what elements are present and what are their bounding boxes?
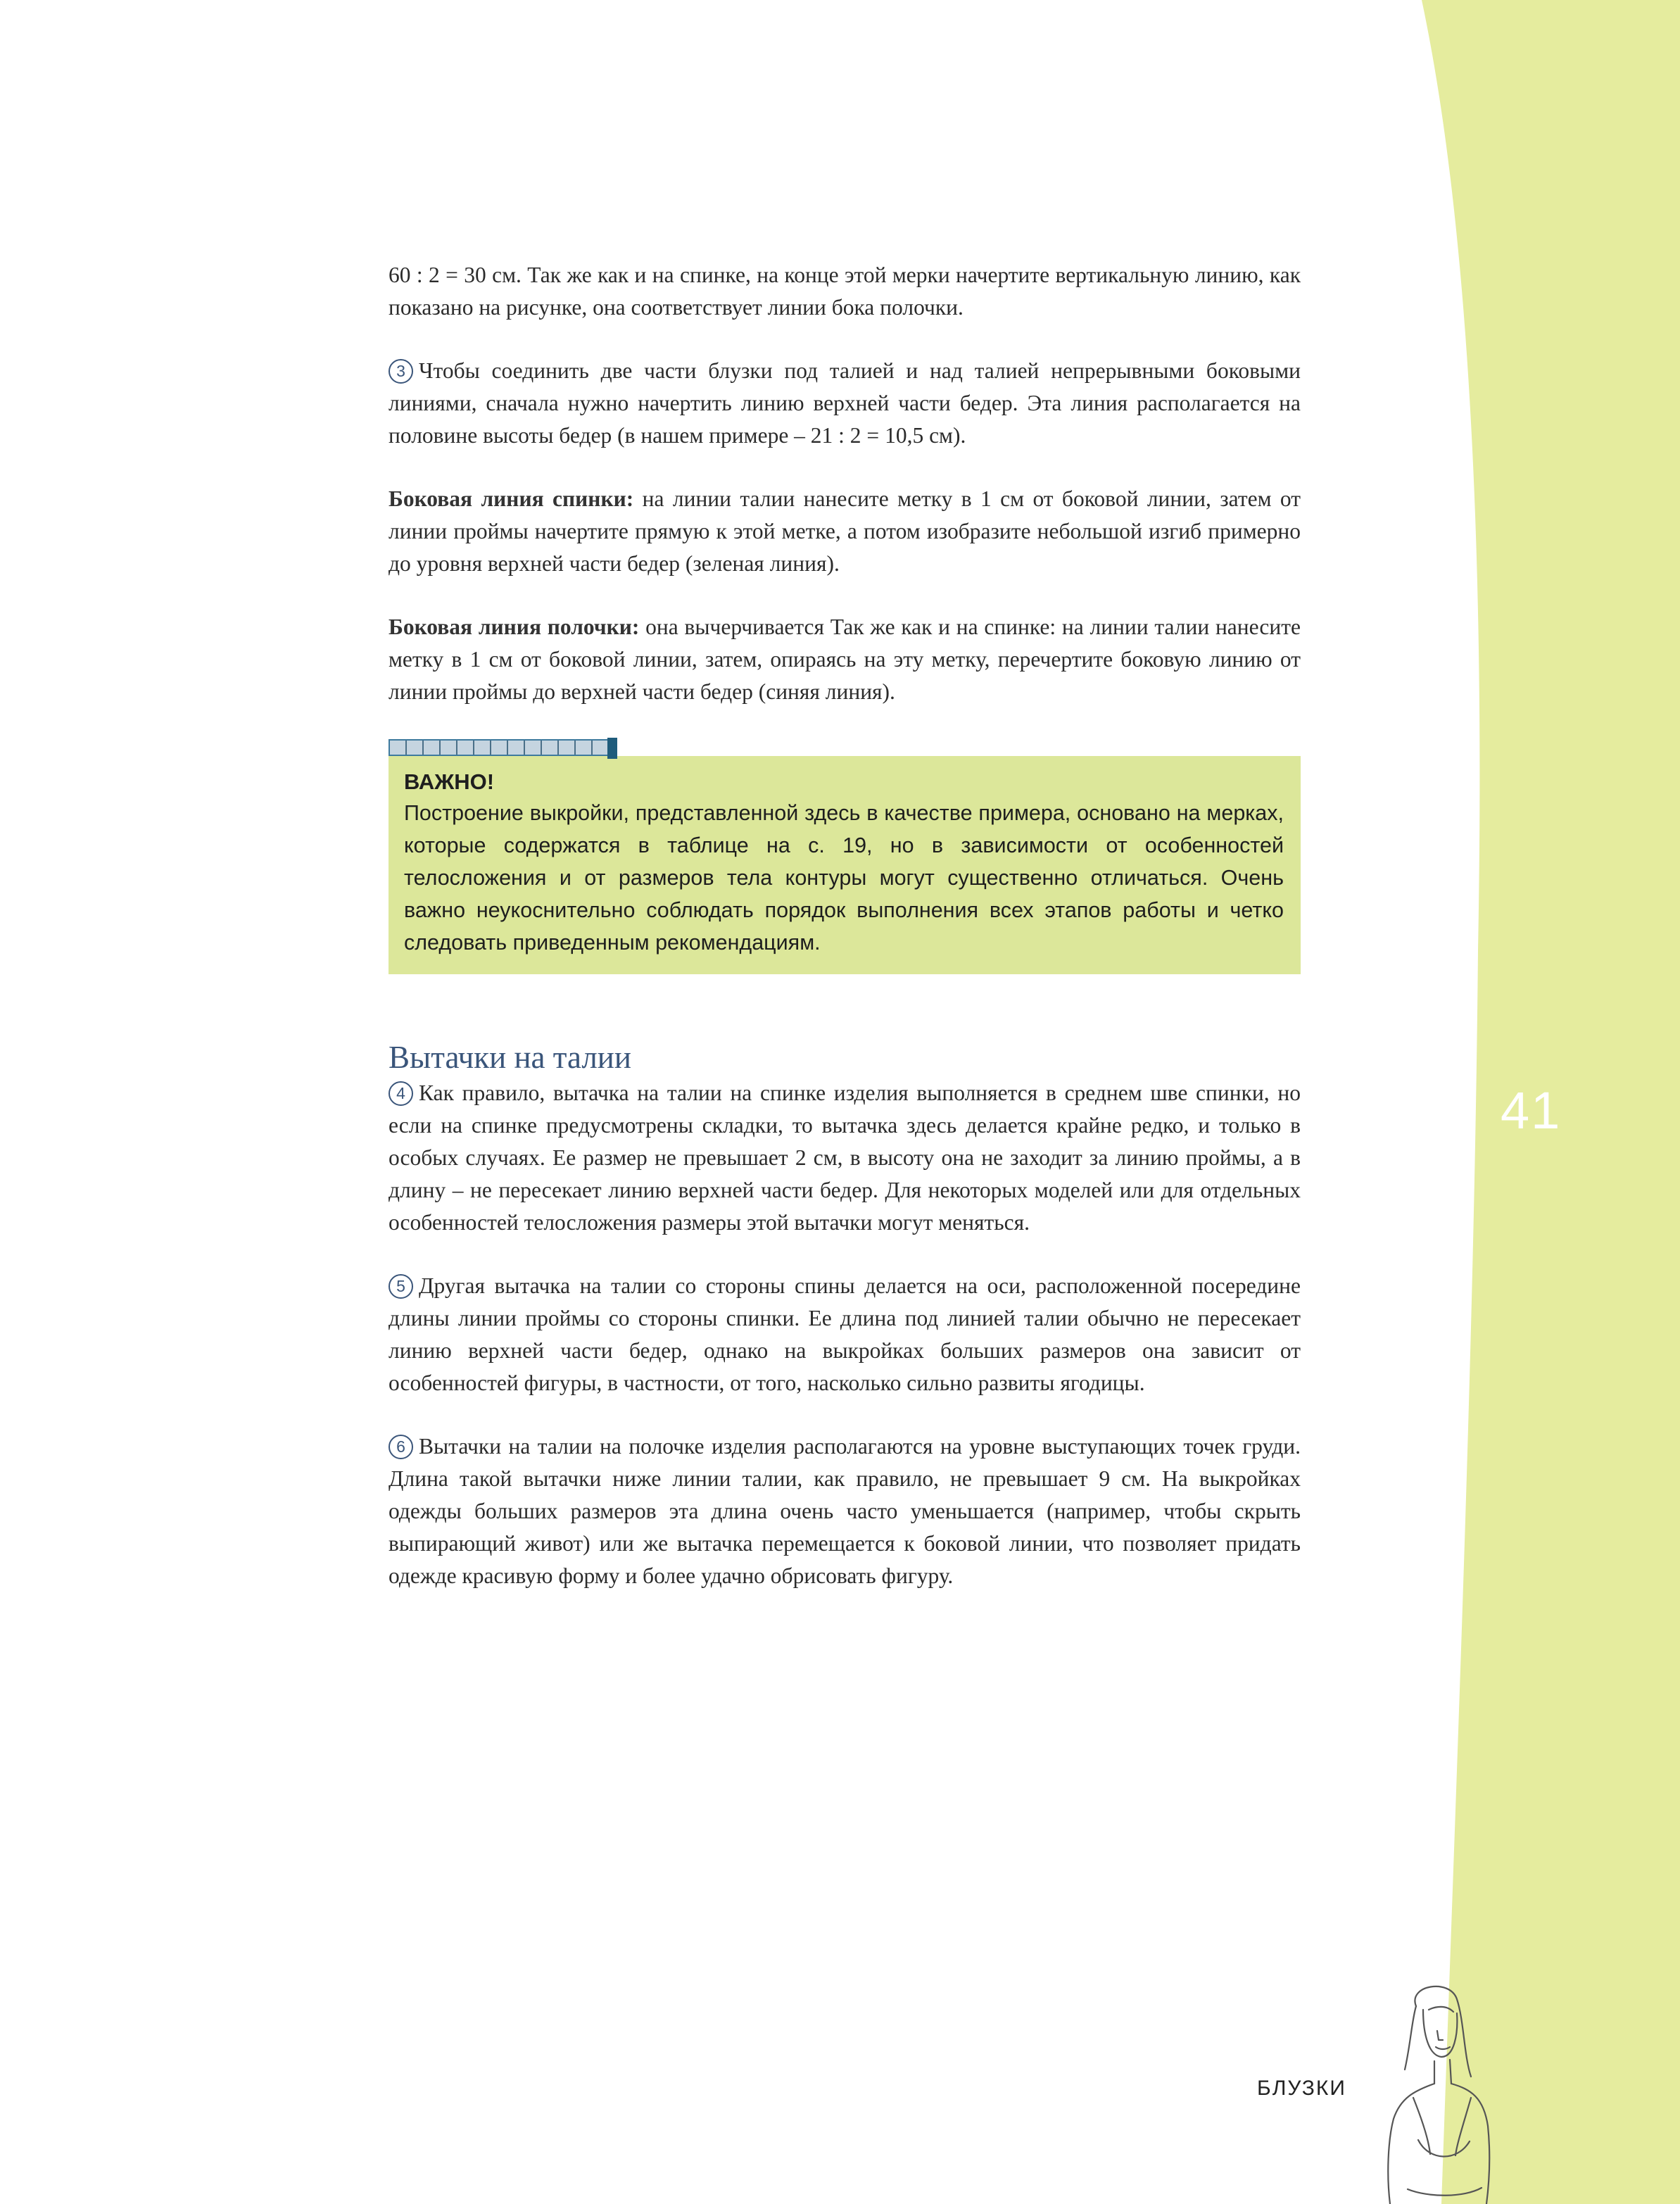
- paragraph-text: она вычерчивается Так же как и на спинке: на линии талии нанесите метку в 1 см от боковой линии, затем, опираясь на эту метку, перечертите боковую линию от линии проймы до верхней части бедер (синяя линия).: [389, 615, 1301, 704]
- paragraph-step-3: [389, 355, 1301, 452]
- paragraph-text: 60 : 2 = 30 см. Так же как и на спинке, на конце этой мерки начертите вертикальную линию, как показано на рисунке, она соответствует линии бока полочки.: [389, 263, 1301, 320]
- term-label: Боковая линия спинки:: [389, 486, 634, 511]
- ruler-end: [607, 738, 617, 759]
- paragraph-text: Другая вытачка на талии со стороны спины делается на оси, расположенной посередине длины линии проймы со стороны спинки. Ее длина под линией талии обычно не пересекает линию верхней части бедер, однако на выкройках больших размеров она зависит от особенностей фигуры, в частности, от того, насколько сильно развиты ягодицы.: [389, 1273, 1301, 1395]
- paragraph-text: на линии талии нанесите метку в 1 см от боковой линии, затем от линии проймы начертите прямую к этой метке, а потом изобразите небольшой изгиб примерно до уровня верхней части бедер (зеленая линия).: [389, 486, 1301, 576]
- paragraph-step-4: [389, 1077, 1301, 1239]
- step-number-badge: 6: [389, 1435, 413, 1459]
- ruler-ticks: [390, 741, 606, 755]
- step-number-badge: 4: [389, 1081, 413, 1106]
- paragraph-step-6: [389, 1430, 1301, 1592]
- section-footer-label: БЛУЗКИ: [1257, 2077, 1346, 2100]
- paragraph-step-5: [389, 1270, 1301, 1399]
- paragraph-front-side-line: [389, 611, 1301, 708]
- measuring-tape-icon: [389, 739, 617, 756]
- page-content: [389, 259, 1301, 1592]
- paragraph-text: Вытачки на талии на полочке изделия располагаются на уровне выступающих точек груди. Длина такой вытачки ниже линии талии, как правило, не превышает 9 см. На выкройках одежды больших размеров эта длина очень часто уменьшается (например, чтобы скрыть выпирающий живот) или же вытачка перемещается к боковой линии, что позволяет придать одежде красивую форму и более удачно обрисовать фигуру.: [389, 1434, 1301, 1588]
- paragraph-back-side-line: [389, 483, 1301, 580]
- page-number: 41: [1501, 1081, 1562, 1140]
- paragraph-text: Как правило, вытачка на талии на спинке изделия выполняется в среднем шве спинки, но если на спинке предусмотрены складки, то вытачка здесь делается крайне редко, и только в особых случаях. Ее размер не превышает 2 см, в высоту она не заходит за линию проймы, а в длину – не пересекает линию верхней части бедер. Для некоторых моделей или для отдельных особенностей телосложения размеры этой вытачки могут меняться.: [389, 1081, 1301, 1235]
- note-title: ВАЖНО!: [404, 769, 495, 794]
- paragraph-text: Чтобы соединить две части блузки под талией и над талией непрерывными боковыми линиями, сначала нужно начертить линию верхней части бедер. Эта линия располагается на половине высоты бедер (в нашем примере – 21 : 2 = 10,5 см).: [389, 358, 1301, 448]
- step-number-badge: 5: [389, 1274, 413, 1299]
- note-text: Построение выкройки, представленной здесь в качестве примера, основано на мерках, которые содержатся в таблице на с. 19, но в зависимости от особенностей телосложения и от размеров тела контуры могут существенно отличаться. Очень важно неукоснительно соблюдать порядок выполнения всех этапов работы и четко следовать приведенным рекомендациям.: [404, 801, 1284, 955]
- section-heading: Вытачки на талии: [389, 1040, 631, 1075]
- important-note-box: [389, 756, 1301, 974]
- step-number-badge: 3: [389, 359, 413, 384]
- term-label: Боковая линия полочки:: [389, 615, 640, 639]
- paragraph-continued: [389, 259, 1301, 324]
- woman-figure-icon: [1358, 1978, 1499, 2204]
